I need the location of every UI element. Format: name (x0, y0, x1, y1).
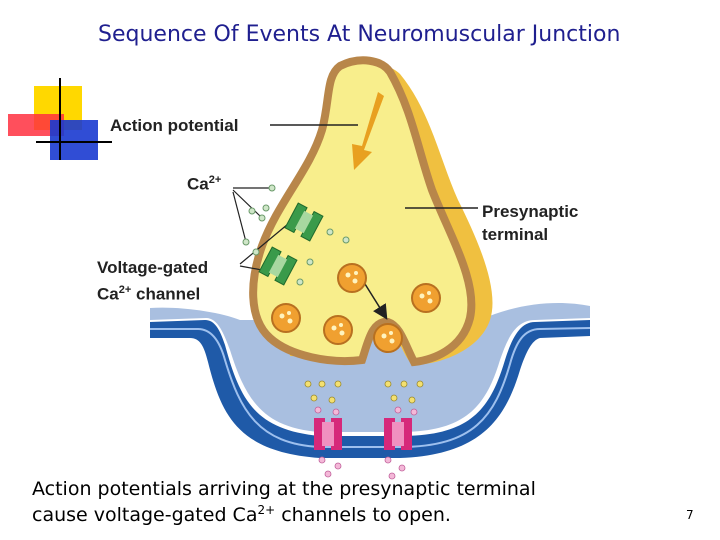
label-presynaptic-line1: Presynaptic (482, 202, 579, 221)
label-voltage-gated-channel (97, 256, 208, 306)
pink-ion (411, 409, 417, 415)
ca-ion (263, 205, 269, 211)
label-presynaptic-line2: terminal (482, 225, 549, 244)
ca-ion (253, 249, 259, 255)
label-action-potential: Action potential (110, 116, 239, 135)
ca-ion (307, 259, 313, 265)
ca-ion (249, 208, 255, 214)
ach-molecule (329, 397, 335, 403)
ach-molecule (335, 381, 341, 387)
vesicle (412, 284, 440, 312)
ca-ion (343, 237, 349, 243)
pink-ion (319, 457, 325, 463)
ach-receptor-right (384, 418, 412, 450)
caption-line2-after: channels to open. (275, 504, 451, 526)
pink-ion (315, 407, 321, 413)
ca-ion (259, 215, 265, 221)
caption-line2 (32, 502, 536, 528)
slide-title: Sequence Of Events At Neuromuscular Junction (98, 22, 621, 47)
pink-ion (335, 463, 341, 469)
pink-ion (333, 409, 339, 415)
pink-ion (395, 407, 401, 413)
vesicle (338, 264, 366, 292)
label-voltage-gated-line2 (97, 279, 208, 306)
ach-molecule (409, 397, 415, 403)
ach-receptor-left (314, 418, 342, 450)
caption-line1: Action potentials arriving at the presynaptic terminal (32, 478, 536, 500)
label-calcium-base: Ca (187, 174, 209, 194)
label-vg-rest: channel (131, 284, 201, 304)
label-presynaptic-terminal (482, 200, 578, 246)
ach-molecule (305, 381, 311, 387)
label-voltage-gated-line1: Voltage-gated (97, 258, 209, 277)
ach-molecule (391, 395, 397, 401)
vesicle (272, 304, 300, 332)
vesicle-docked (374, 324, 402, 352)
ca-ion (269, 185, 275, 191)
label-calcium-charge: 2+ (208, 174, 222, 186)
label-calcium (187, 174, 221, 195)
label-vg-ca-charge: 2+ (118, 284, 132, 296)
ach-molecule (319, 381, 325, 387)
page-number: 7 (686, 508, 694, 522)
caption-line2-before: cause voltage-gated Ca (32, 504, 258, 526)
ca-leader-3 (233, 192, 246, 242)
vesicle (324, 316, 352, 344)
slide-caption (32, 476, 536, 528)
pink-ion (399, 465, 405, 471)
ach-molecule (385, 381, 391, 387)
caption-line2-sup: 2+ (257, 503, 276, 517)
label-vg-ca-base: Ca (97, 284, 119, 304)
ach-molecule (417, 381, 423, 387)
pink-ion (385, 457, 391, 463)
ca-ion (243, 239, 249, 245)
ca-ion (297, 279, 303, 285)
ca-ion (327, 229, 333, 235)
ach-molecule (311, 395, 317, 401)
ach-molecule (401, 381, 407, 387)
ca-leader-2 (233, 190, 260, 216)
